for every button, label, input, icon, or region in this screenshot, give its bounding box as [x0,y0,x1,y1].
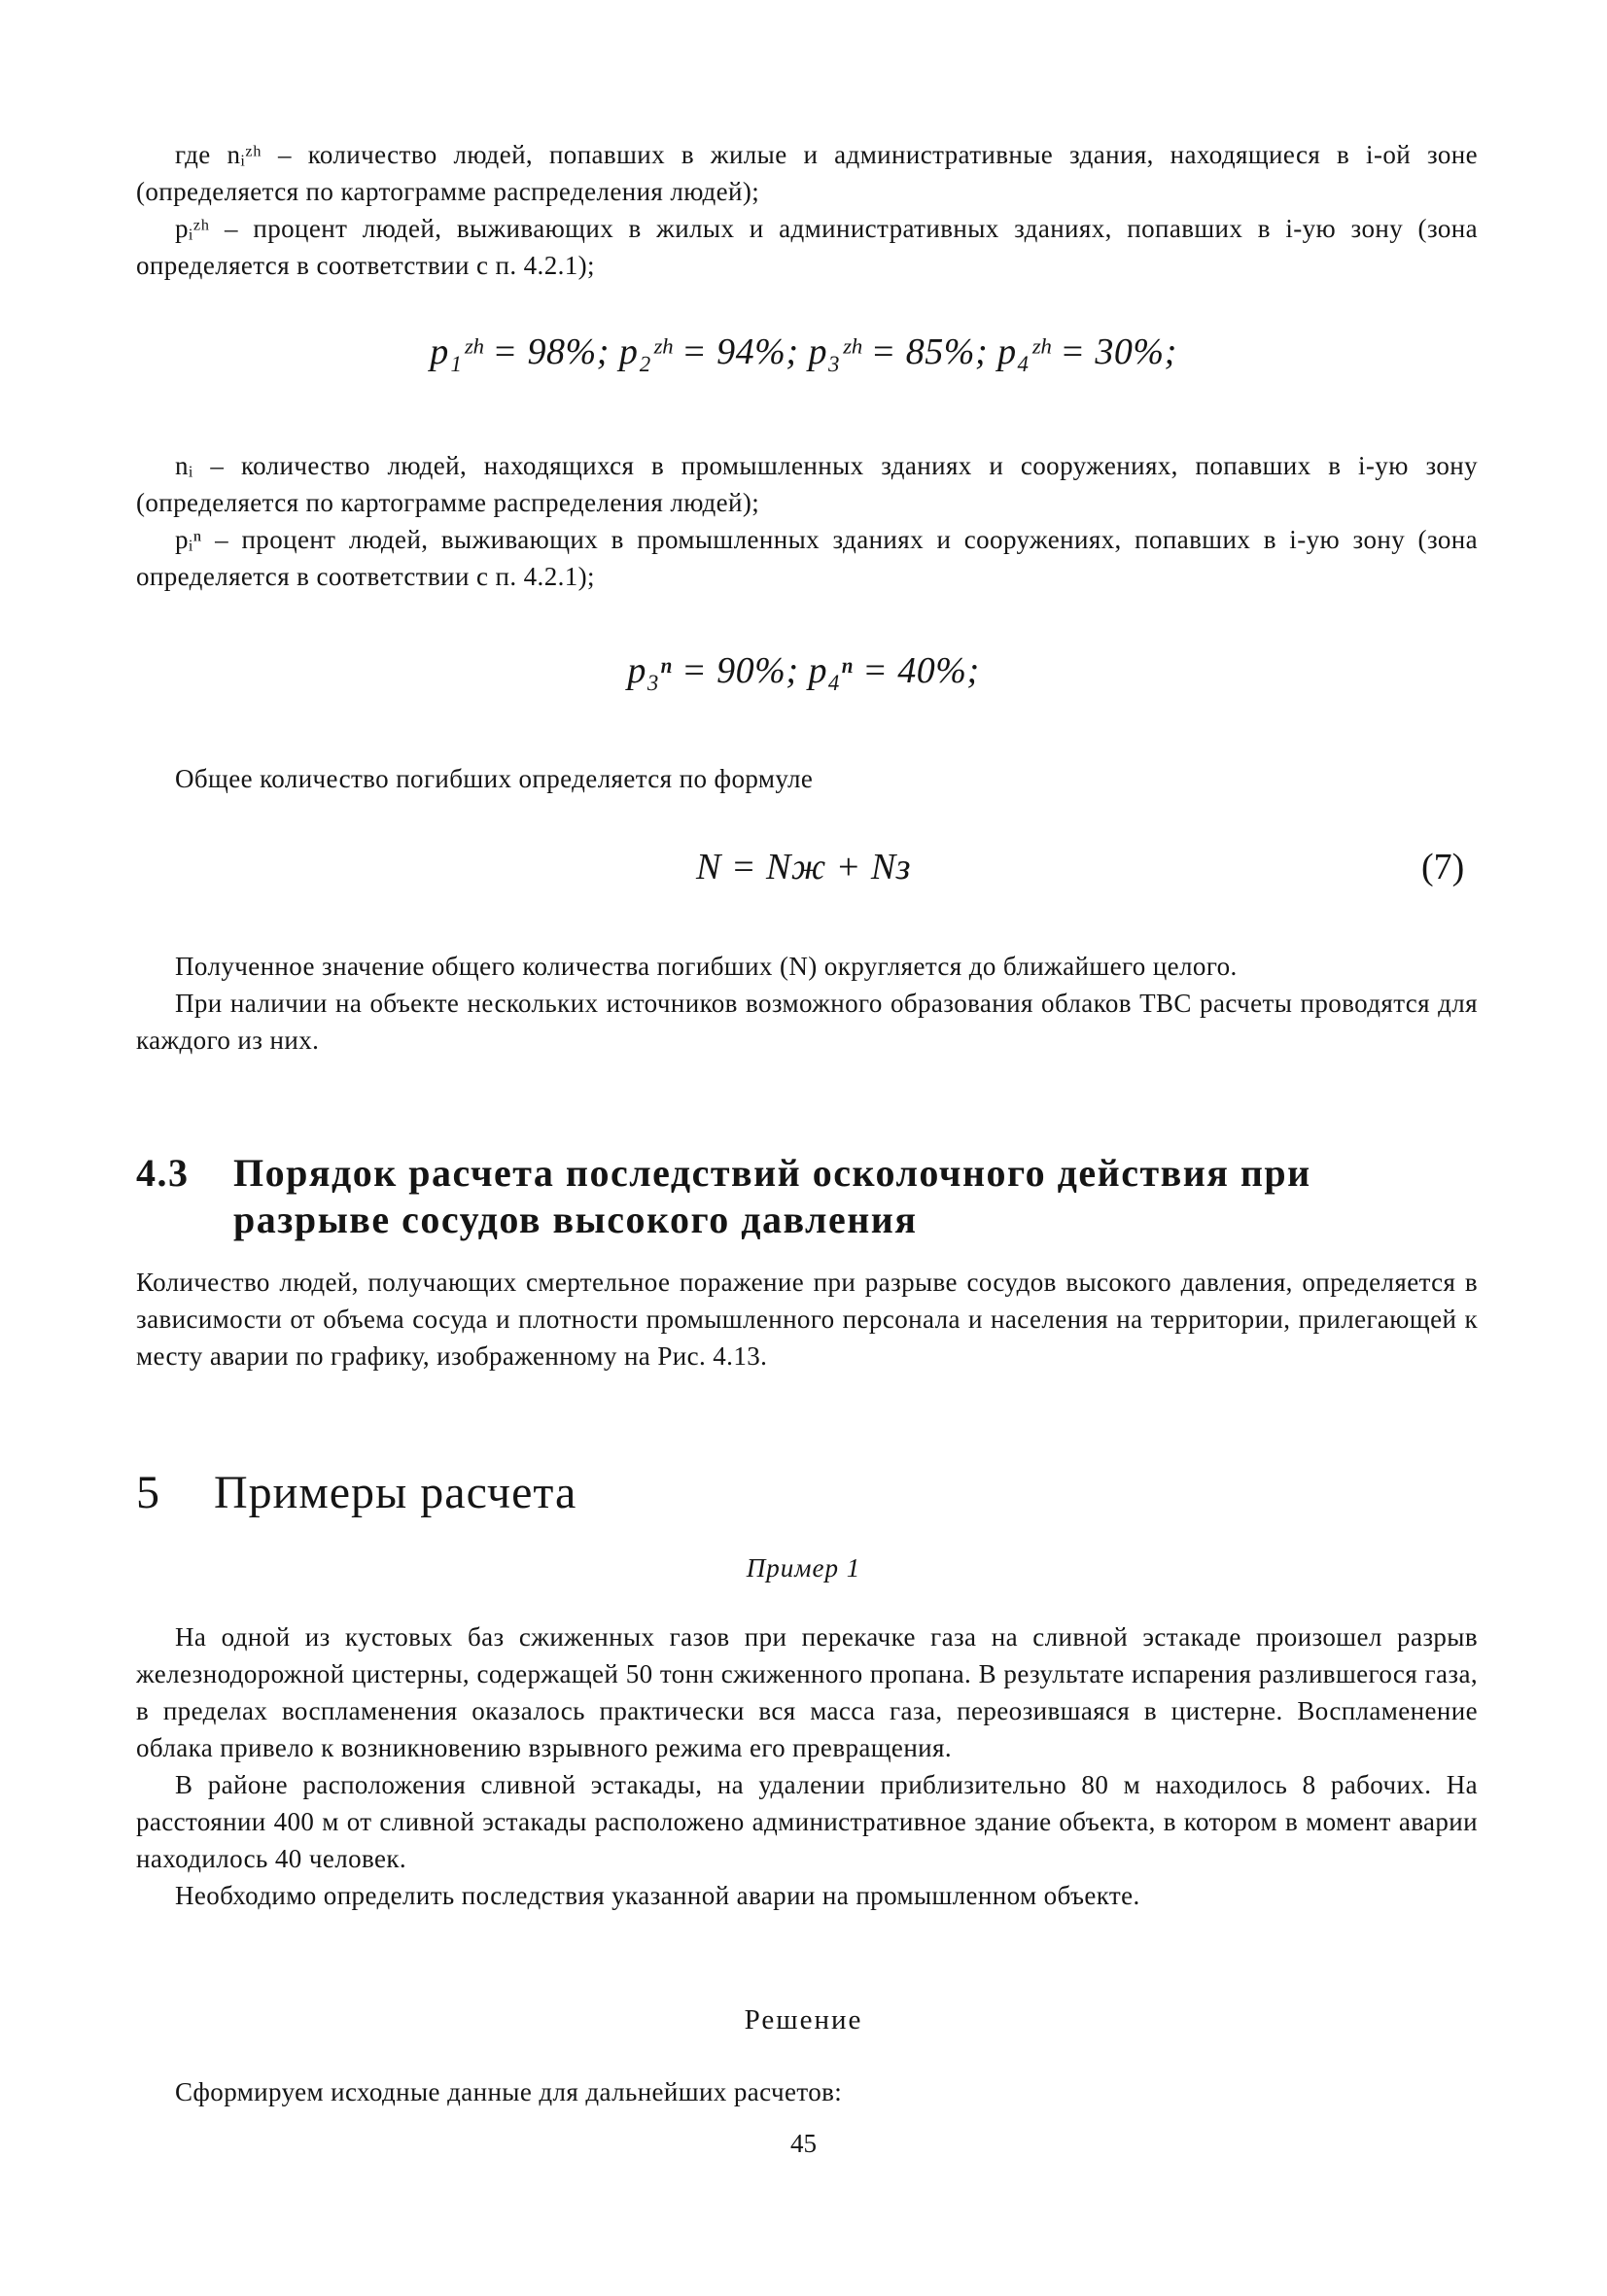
rounding-text: Полученное значение общего количества погибших (N) округляется до ближайшего целого. [175,952,1238,981]
n-p-text: nᵢ – количество людей, находящихся в промышленных зданиях и сооружениях, попавших в i-ую зону (определяется по картограмме распределения людей); [136,451,1478,517]
chapter-5-number: 5 [136,1467,160,1518]
paragraph-n-zh-definition [136,136,1478,284]
p-zh-text: pᵢᶻʰ – процент людей, выживающих в жилых и административных зданиях, попавших в i-ую зону (зона определяется в соответствии с п. 4.2.1); [136,214,1478,280]
section-4-3-number: 4.3 [136,1151,190,1195]
section-4-3-title: Порядок расчета последствий осколочного действия при разрыве сосудов высокого давления [233,1151,1311,1241]
formula-p-zh-values: p₁ᶻʰ = 98%; p₂ᶻʰ = 94%; p₃ᶻʰ = 85%; p₄ᶻʰ = 30%; [430,331,1177,372]
solution-heading: Решение [744,2004,863,2035]
chapter-5-title: Примеры расчета [214,1467,577,1518]
example-1-text-3: Необходимо определить последствия указанной аварии на промышленном объекте. [175,1881,1140,1910]
example-1-text-1: На одной из кустовых баз сжиженных газов при перекачке газа на сливной эстакаде произошел разрыв железнодорожной цистерны, содержащей 50 тонн сжиженного пропана. В результате испарения разлившегося газа, в пределах воспламенения оказалось практически вся масса газа, переозившаяся в цистерне. Воспламенение облака привело к возникновению взрывного режима его превращения. [136,1622,1478,1762]
section-4-3-text: Количество людей, получающих смертельное поражение при разрыве сосудов высокого давления, определяется в зависимости от объема сосуда и плотности промышленного персонала и населения на территории, прилегающей к месту аварии по графику, изображенному на Рис. 4.13. [136,1268,1478,1371]
paragraph-solution-intro [136,2073,1478,2110]
multiple-sources-text: При наличии на объекте нескольких источников возможного образования облаков ТВС расчеты проводятся для каждого из них. [136,989,1478,1055]
n-zh-text: где nᵢᶻʰ – количество людей, попавших в жилые и административные здания, находящиеся в i-ой зоне (определяется по картограмме распределения людей); [136,140,1478,206]
example-1-label: Пример 1 [746,1553,861,1583]
example-1-text-2: В районе расположения сливной эстакады, на удалении приблизительно 80 м находилось 8 рабочих. На расстоянии 400 м от сливной эстакады расположено административное здание объекта, в котором в момент аварии находилось 40 человек. [136,1770,1478,1873]
paragraph-n-p-definition [136,447,1478,595]
paragraph-rounding [136,948,1478,1059]
solution-intro-text: Сформируем исходные данные для дальнейших расчетов: [175,2077,843,2106]
equation-number-7: (7) [1421,847,1465,887]
p-p-text: pᵢⁿ – процент людей, выживающих в промышленных зданиях и сооружениях, попавших в i-ую зону (зона определяется в соответствии с п. 4.2.1); [136,525,1478,591]
paragraph-section-4-3 [136,1264,1478,1374]
total-deaths-intro-text: Общее количество погибших определяется по формуле [175,764,814,793]
paragraph-total-deaths-intro [136,760,1478,797]
page-number: 45 [790,2129,817,2158]
formula-p-p-values: p₃ⁿ = 90%; p₄ⁿ = 40%; [627,650,980,691]
paragraph-example-1 [136,1618,1478,1914]
formula-7: N = Nж + Nз [696,847,911,887]
